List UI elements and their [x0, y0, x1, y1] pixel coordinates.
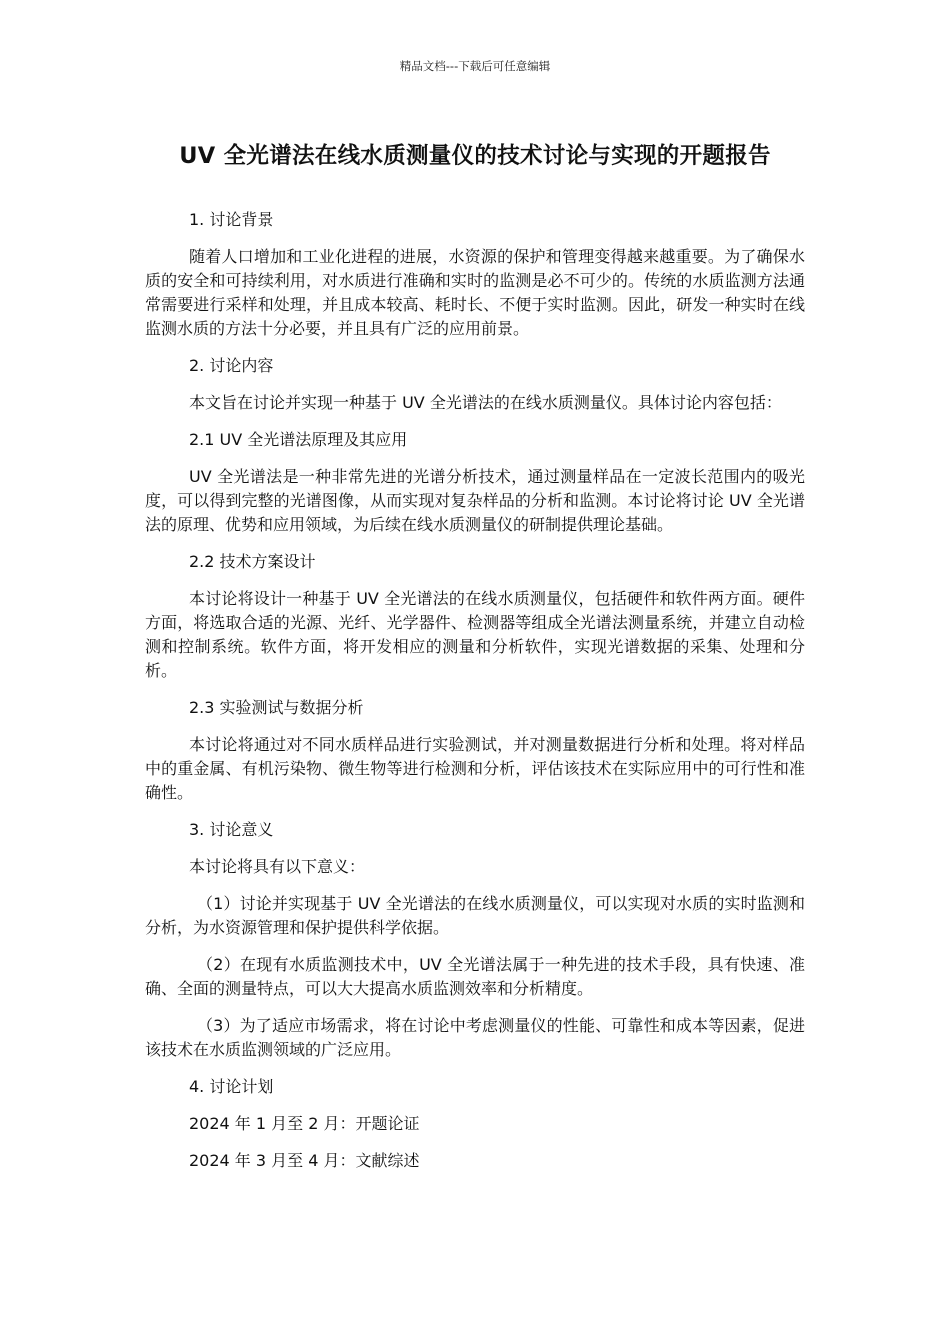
plan-item-1: 2024 年 1 月至 2 月：开题论证 — [189, 1114, 420, 1133]
paragraph-significance-intro: 本讨论将具有以下意义： — [189, 857, 366, 876]
paragraph-background: 随着人口增加和工业化进程的进展，水资源的保护和管理变得越来越重要。为了确保水质的安全和可持续利用，对水质进行准确和实时的监测是必不可少的。传统的水质监测方法通常需要进行采样和处理，并且成本较高、耗时长、不便于实时监测。因此，研发一种实时在线监测水质的方法十分必要，并且具有广泛的应用前景。 — [145, 247, 805, 338]
paragraph-content-intro: 本文旨在讨论并实现一种基于 UV 全光谱法的在线水质测量仪。具体讨论内容包括： — [189, 393, 782, 412]
paragraph-design: 本讨论将设计一种基于 UV 全光谱法的在线水质测量仪，包括硬件和软件两方面。硬件方面，将选取合适的光源、光纤、光学器件、检测器等组成全光谱法测量系统，并建立自动检测和控制系统。软件方面，将开发相应的测量和分析软件，实现光谱数据的采集、处理和分析。 — [145, 589, 805, 680]
significance-item-3: （3）为了适应市场需求，将在讨论中考虑测量仪的性能、可靠性和成本等因素，促进该技术在水质监测领域的广泛应用。 — [145, 1016, 805, 1059]
significance-item-1: （1）讨论并实现基于 UV 全光谱法的在线水质测量仪，可以实现对水质的实时监测和分析，为水资源管理和保护提供科学依据。 — [145, 894, 805, 937]
section-heading-background: 1. 讨论背景 — [189, 210, 274, 229]
subsection-heading-principle: 2.1 UV 全光谱法原理及其应用 — [189, 430, 408, 449]
plan-item-2: 2024 年 3 月至 4 月：文献综述 — [189, 1151, 420, 1170]
header-note: 精品文档---下载后可任意编辑 — [399, 59, 551, 73]
section-heading-content: 2. 讨论内容 — [189, 356, 274, 375]
section-heading-plan: 4. 讨论计划 — [189, 1077, 274, 1096]
subsection-heading-experiment: 2.3 实验测试与数据分析 — [189, 698, 364, 717]
subsection-heading-design: 2.2 技术方案设计 — [189, 552, 316, 571]
paragraph-experiment: 本讨论将通过对不同水质样品进行实验测试，并对测量数据进行分析和处理。将对样品中的重金属、有机污染物、微生物等进行检测和分析，评估该技术在实际应用中的可行性和准确性。 — [145, 735, 805, 802]
document-body — [145, 208, 805, 1186]
section-heading-significance: 3. 讨论意义 — [189, 820, 274, 839]
significance-item-2: （2）在现有水质监测技术中，UV 全光谱法属于一种先进的技术手段，具有快速、准确、全面的测量特点，可以大大提高水质监测效率和分析精度。 — [145, 955, 805, 998]
document-title: UV 全光谱法在线水质测量仪的技术讨论与实现的开题报告 — [179, 143, 771, 169]
paragraph-principle: UV 全光谱法是一种非常先进的光谱分析技术，通过测量样品在一定波长范围内的吸光度，可以得到完整的光谱图像，从而实现对复杂样品的分析和监测。本讨论将讨论 UV 全光谱法的原理、优势和应用领域，为后续在线水质测量仪的研制提供理论基础。 — [145, 467, 805, 534]
